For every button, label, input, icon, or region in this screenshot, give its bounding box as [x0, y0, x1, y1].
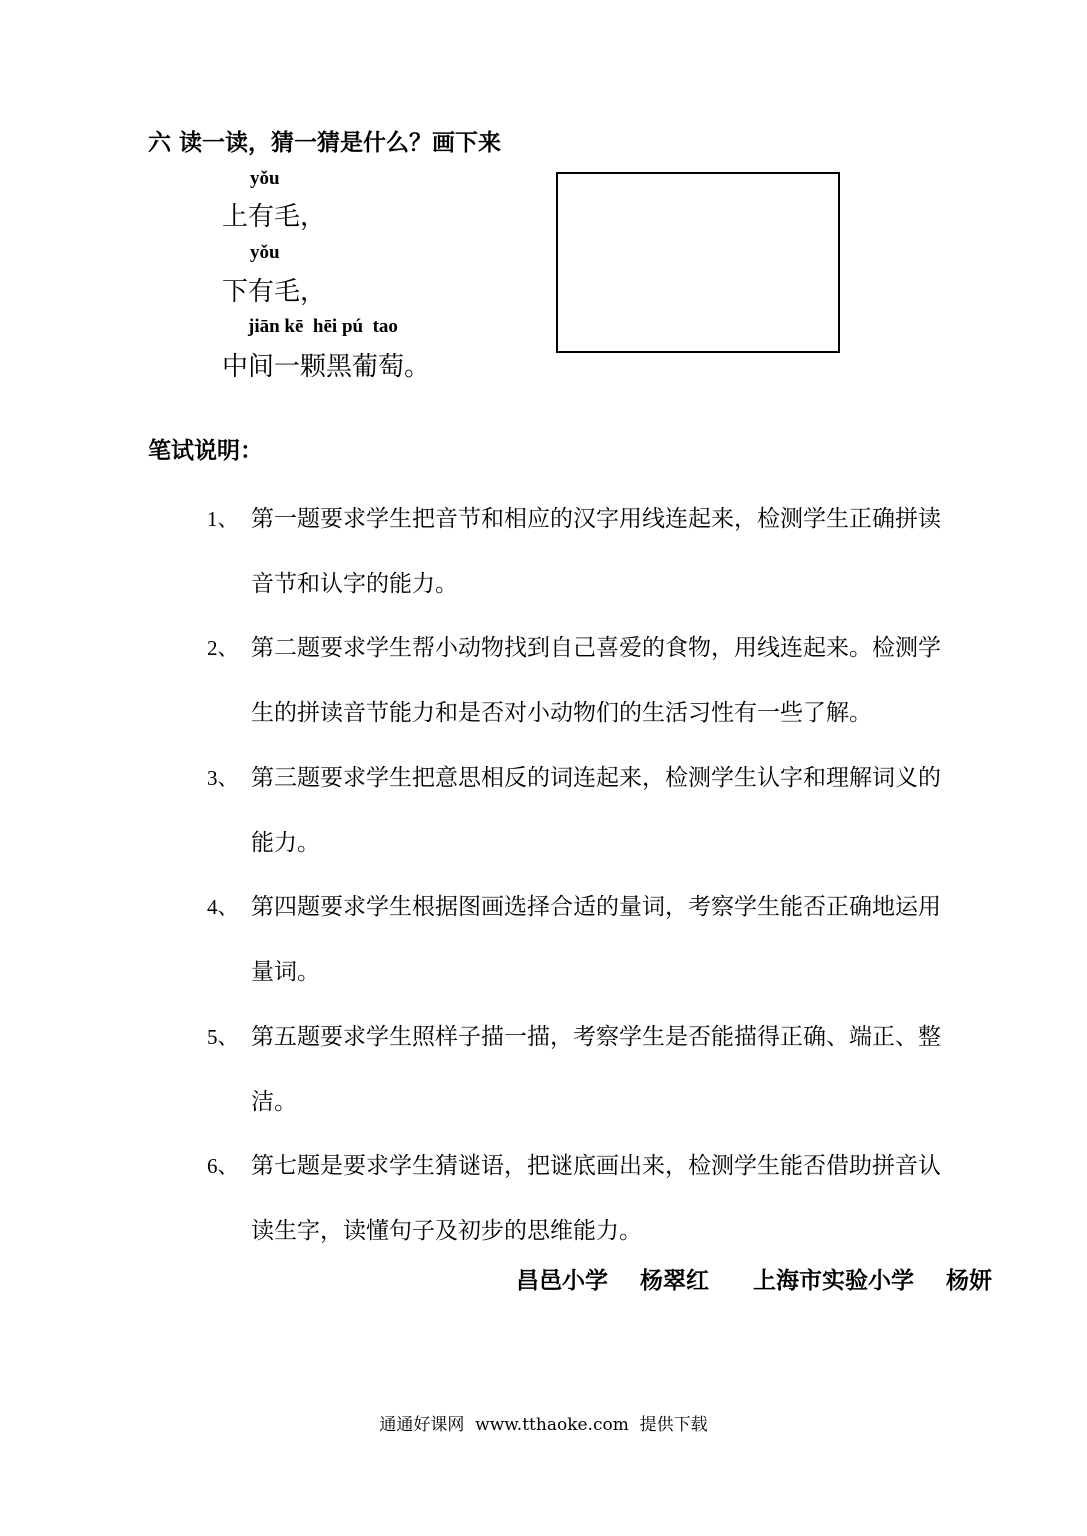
note-4-line-1: 第四题要求学生根据图画选择合适的量词，考察学生能否正确地运用 [251, 894, 941, 920]
note-2-line-1: 第二题要求学生帮小动物找到自己喜爱的食物，用线连起来。检测学 [251, 635, 941, 661]
note-2-line-2: 生的拼读音节能力和是否对小动物们的生活习性有一些了解。 [251, 700, 872, 726]
note-1-line-2: 音节和认字的能力。 [251, 571, 458, 597]
signature-school-1: 昌邑小学 [515, 1267, 608, 1294]
note-6-line-1: 第七题是要求学生猜谜语，把谜底画出来，检测学生能否借助拼音认 [251, 1153, 941, 1179]
signature [516, 1262, 992, 1295]
note-3-line-1: 第三题要求学生把意思相反的词连起来，检测学生认字和理解词义的 [251, 765, 941, 791]
riddle-pinyin-3: jiān kē hēi pú tao [248, 316, 398, 337]
page-footer: 通通好课网 www.tthaoke.com 提供下载 [379, 1415, 708, 1435]
note-number-1: 1、 [207, 507, 239, 531]
riddle-line-3: 中间一颗黑葡萄。 [222, 352, 431, 382]
note-number-6: 6、 [207, 1154, 239, 1178]
note-number-3: 3、 [207, 766, 239, 790]
note-number-2: 2、 [207, 636, 239, 660]
note-1-line-1: 第一题要求学生把音节和相应的汉字用线连起来，检测学生正确拼读 [251, 506, 941, 532]
riddle-line-1: 上有毛， [222, 202, 327, 232]
note-6-line-2: 读生字，读懂句子及初步的思维能力。 [251, 1218, 642, 1244]
riddle-line-2: 下有毛， [222, 277, 327, 307]
notes-title: 笔试说明： [148, 438, 263, 464]
drawing-answer-box [556, 172, 840, 353]
signature-teacher-2: 杨妍 [946, 1267, 992, 1294]
riddle-pinyin-2: yǒu [250, 242, 280, 263]
note-5-line-2: 洁。 [251, 1089, 297, 1115]
note-number-4: 4、 [207, 895, 239, 919]
note-3-line-2: 能力。 [251, 830, 320, 856]
note-number-5: 5、 [207, 1025, 239, 1049]
note-5-line-1: 第五题要求学生照样子描一描，考察学生是否能描得正确、端正、整 [251, 1024, 941, 1050]
signature-teacher-1: 杨翠红 [639, 1267, 709, 1294]
riddle-pinyin-1: yǒu [250, 168, 280, 189]
signature-school-2: 上海市实验小学 [752, 1267, 914, 1294]
note-4-line-2: 量词。 [251, 959, 320, 985]
section-heading: 六 读一读，猜一猜是什么？画下来 [148, 130, 502, 156]
